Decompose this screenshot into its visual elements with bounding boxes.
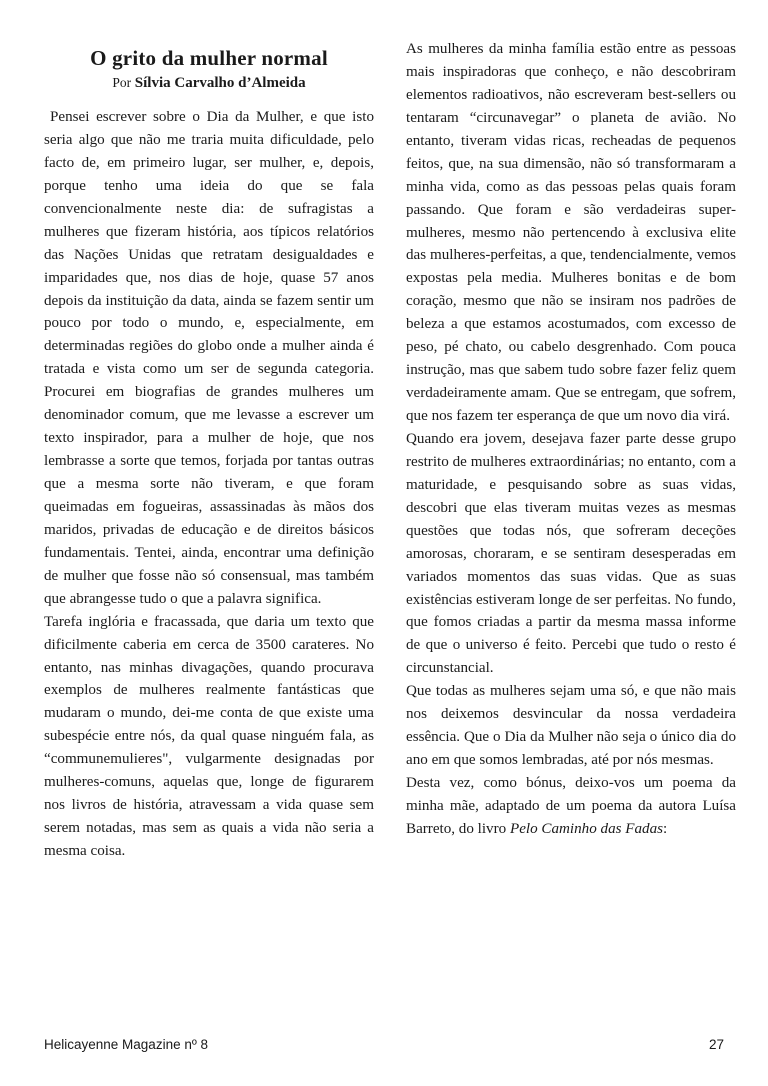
- paragraph: As mulheres da minha família estão entre as pessoas mais inspiradoras que conheço, e não descobriram elementos radioativos, não escreveram best-sellers ou tentaram “circunavegar” o planeta de avião. No entanto, tiveram vidas ricas, recheadas de pequenos feitos, que, na sua dimensão, não só transformaram a minha vida, como as das pessoas pelas quais foram passando. Que foram e são verdadeiras super-mulheres, mesmo não pertencendo à exclusiva elite das mulheres-perfeitas, a que, tendencialmente, vemos expostas pela media. Mulheres bonitas e de bom coração, mesmo que não se insiram nos padrões de beleza a que estamos acostumados, com excesso de peso, pé chato, ou cabelo desgrenhado. Com pouca instrução, mas que sabem tudo sobre fazer feliz quem verdadeiramente amam. Que se entregam, que sofrem, que nos fazem ter esperança de que um novo dia virá.: [406, 41, 736, 424]
- footer-magazine-title: Helicayenne Magazine nº 8: [44, 1037, 209, 1052]
- page-footer: [44, 1037, 724, 1052]
- byline-author: Sílvia Carvalho d’Almeida: [134, 75, 306, 91]
- byline: [44, 75, 374, 92]
- paragraph: Quando era jovem, desejava fazer parte desse grupo restrito de mulheres extraordinárias; no entanto, com a maturidade, e pesquisando sobre as suas vidas, descobri que elas tiveram muitas vezes as mesmas questões que todas nós, que sofreram deceções amorosas, choraram, e se sentiram desesperadas em variados momentos das suas vidas. Que as suas existências estiveram longe de ser perfeitas. No fundo, que fomos criadas a partir da mesma massa informe de que o universo é feito. Percebi que tudo o resto é circunstancial.: [406, 430, 736, 677]
- paragraph-closing: [406, 772, 736, 841]
- column-left: [44, 38, 374, 993]
- footer-page-number: 27: [708, 1037, 724, 1052]
- paragraph: Pensei escrever sobre o Dia da Mulher, e que isto seria algo que não me traria muita dificuldade, pelo facto de, em primeiro lugar, ser mulher, e, depois, porque tenho uma ideia do que se fala convencionalmente neste dia: de sufragistas a mulheres que fizeram história, aos típicos relatórios das Nações Unidas que retratam desigualdades e imparidades que, nos dias de hoje, quase 57 anos depois da instituição da data, ainda se fazem sentir um pouco por todo o mundo, e, especialmente, em determinadas regiões do globo onde a mulher ainda é tratada e vista como um ser de segunda categoria. Procurei em biografias de grandes mulheres um denominador comum, que me levasse a escrever um texto inspirador, para a mulher de hoje, que nos lembrasse a sorte que temos, forjada por tantas outras que a mesma sorte não tiveram, e que foram queimadas em fogueiras, assassinadas às mãos dos maridos, privadas de educação e de direitos básicos fundamentais. Tentei, ainda, encontrar uma definição de mulher que fosse não só consensual, mas também que abrangesse tudo o que a palavra significa.: [44, 109, 374, 607]
- closing-prefix: Desta vez, como bónus, deixo-vos um poema da minha mãe, adaptado de um poema da autora Luísa Barreto, do livro: [406, 775, 736, 837]
- paragraph: Tarefa inglória e fracassada, que daria um texto que dificilmente caberia em cerca de 3500 carateres. No entanto, nas minhas divagações, quando procurava exemplos de mulheres realmente fantásticas que mudaram o mundo, dei-me conta de que existe uma subespécie entre nós, da qual quase ninguém fala, as “communemulieres", vulgarmente designadas por mulheres-comuns, aquelas que, longe de figurarem nos livros de história, atravessam a vida quase sem serem notadas, mas sem as quais a vida não seria a mesma coisa.: [44, 613, 374, 859]
- article-columns: [44, 38, 736, 993]
- closing-book-title: Pelo Caminho das Fadas: [509, 820, 663, 837]
- byline-label: Por: [112, 75, 132, 90]
- paragraph: Que todas as mulheres sejam uma só, e que não mais nos deixemos desvincular da nossa verdadeira essência. Que o Dia da Mulher não seja o único dia do ano em que somos lembradas, até por nós mesmas.: [406, 683, 736, 769]
- page-title: O grito da mulher normal: [90, 46, 328, 70]
- column-right: [406, 38, 736, 993]
- closing-suffix: :: [663, 820, 668, 837]
